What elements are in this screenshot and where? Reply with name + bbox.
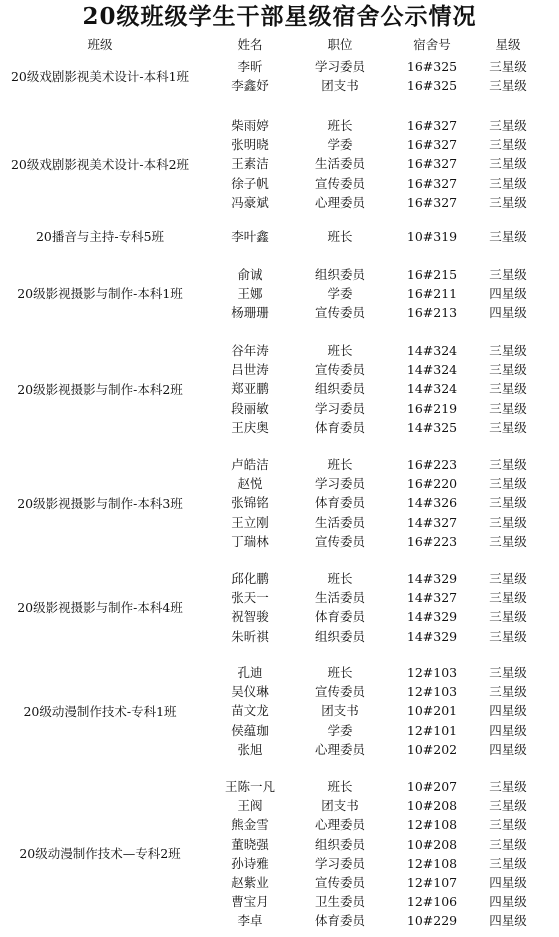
class-name: 20级影视摄影与制作-本科3班 bbox=[17, 495, 183, 511]
cell-dorm: 10#208 bbox=[406, 836, 458, 852]
cell-position: 宣传委员 bbox=[314, 305, 365, 321]
cell-position: 生活委员 bbox=[314, 514, 365, 530]
cell-position: 团支书 bbox=[321, 703, 359, 719]
cell-star: 三星级 bbox=[489, 156, 527, 172]
cell-dorm: 14#329 bbox=[406, 628, 458, 644]
cell-name: 卢皓洁 bbox=[231, 457, 269, 472]
cell-dorm: 14#324 bbox=[406, 381, 458, 397]
cell-star: 四星级 bbox=[489, 305, 527, 321]
cell-star: 三星级 bbox=[489, 665, 527, 680]
cell-position: 学习委员 bbox=[314, 59, 365, 74]
cell-dorm: 12#107 bbox=[406, 875, 458, 890]
cell-star: 三星级 bbox=[489, 118, 527, 133]
page-title: 20级班级学生干部星级宿舍公示情况 bbox=[82, 3, 477, 30]
cell-dorm: 14#329 bbox=[406, 571, 458, 586]
cell-name: 王庆奥 bbox=[231, 419, 269, 435]
cell-position: 组织委员 bbox=[314, 836, 365, 852]
cell-position: 心理委员 bbox=[314, 194, 365, 210]
cell-star: 三星级 bbox=[489, 194, 527, 210]
cell-star: 三星级 bbox=[489, 495, 527, 511]
cell-position: 体育委员 bbox=[314, 495, 365, 511]
table-row bbox=[0, 474, 559, 493]
cell-position: 宣传委员 bbox=[314, 175, 365, 191]
cell-star: 三星级 bbox=[489, 400, 527, 416]
cell-dorm: 16#325 bbox=[406, 78, 458, 94]
cell-star: 四星级 bbox=[489, 703, 527, 719]
cell-name: 赵紫业 bbox=[231, 875, 269, 890]
class-name: 20级影视摄影与制作-本科1班 bbox=[17, 286, 183, 302]
cell-name: 丁瑞林 bbox=[231, 533, 269, 549]
cell-name: 朱昕祺 bbox=[231, 628, 269, 644]
cell-position: 学委 bbox=[327, 286, 353, 302]
cell-name: 郑亚鹏 bbox=[231, 381, 269, 397]
table-row bbox=[0, 777, 559, 796]
class-name: 20级影视摄影与制作-本科2班 bbox=[17, 381, 183, 397]
table-row bbox=[0, 399, 559, 418]
cell-dorm: 16#211 bbox=[406, 286, 458, 302]
table-row bbox=[0, 116, 559, 135]
class-name: 20级戏剧影视美术设计-本科2班 bbox=[10, 156, 190, 172]
table-row bbox=[0, 682, 559, 701]
cell-star: 三星级 bbox=[489, 571, 527, 586]
cell-star: 三星级 bbox=[489, 137, 527, 153]
table-row bbox=[0, 911, 559, 930]
cell-name: 曹宝月 bbox=[231, 894, 269, 910]
cell-name: 李卓 bbox=[237, 913, 263, 929]
header-star: 星级 bbox=[495, 37, 521, 52]
cell-dorm: 10#229 bbox=[406, 913, 458, 929]
table-row bbox=[0, 379, 559, 398]
cell-dorm: 14#325 bbox=[406, 419, 458, 435]
cell-star: 三星级 bbox=[489, 343, 527, 358]
cell-dorm: 14#326 bbox=[406, 495, 458, 511]
cell-dorm: 16#223 bbox=[406, 457, 458, 472]
cell-position: 班长 bbox=[327, 457, 353, 472]
table-row bbox=[0, 193, 559, 212]
cell-name: 冯豪斌 bbox=[231, 194, 269, 210]
cell-star: 四星级 bbox=[489, 741, 527, 757]
cell-star: 三星级 bbox=[489, 476, 527, 492]
cell-name: 吕世涛 bbox=[231, 362, 269, 378]
cell-position: 团支书 bbox=[321, 78, 359, 94]
cell-star: 四星级 bbox=[489, 875, 527, 890]
table-row bbox=[0, 627, 559, 646]
table-row bbox=[0, 227, 559, 246]
table-row bbox=[0, 663, 559, 682]
cell-dorm: 12#103 bbox=[406, 684, 458, 700]
cell-star: 三星级 bbox=[489, 684, 527, 700]
cell-name: 李鑫妤 bbox=[231, 78, 269, 94]
cell-name: 李昕 bbox=[237, 59, 263, 74]
cell-star: 三星级 bbox=[489, 457, 527, 472]
table-row bbox=[0, 588, 559, 607]
header-position: 职位 bbox=[327, 37, 353, 52]
cell-star: 三星级 bbox=[489, 78, 527, 94]
table-row bbox=[0, 513, 559, 532]
cell-star: 三星级 bbox=[489, 229, 527, 244]
cell-position: 班长 bbox=[327, 343, 353, 358]
table-row bbox=[0, 57, 559, 76]
cell-name: 徐子帆 bbox=[231, 175, 269, 191]
cell-name: 孙诗雅 bbox=[231, 855, 269, 871]
cell-position: 班长 bbox=[327, 118, 353, 133]
table-row bbox=[0, 701, 559, 720]
cell-dorm: 16#327 bbox=[406, 137, 458, 153]
cell-position: 学习委员 bbox=[314, 855, 365, 871]
cell-star: 三星级 bbox=[489, 533, 527, 549]
cell-star: 四星级 bbox=[489, 894, 527, 910]
class-name: 20级动漫制作技术—专科2班 bbox=[19, 846, 181, 862]
cell-position: 宣传委员 bbox=[314, 684, 365, 700]
cell-dorm: 16#219 bbox=[406, 400, 458, 416]
cell-star: 三星级 bbox=[489, 175, 527, 191]
cell-name: 王立刚 bbox=[231, 514, 269, 530]
cell-dorm: 16#327 bbox=[406, 175, 458, 191]
cell-star: 三星级 bbox=[489, 381, 527, 397]
cell-position: 体育委员 bbox=[314, 609, 365, 625]
cell-position: 组织委员 bbox=[314, 267, 365, 282]
cell-name: 张天一 bbox=[231, 590, 269, 606]
table-row bbox=[0, 154, 559, 173]
cell-dorm: 16#215 bbox=[406, 267, 458, 282]
cell-position: 生活委员 bbox=[314, 590, 365, 606]
cell-position: 班长 bbox=[327, 665, 353, 680]
cell-star: 三星级 bbox=[489, 514, 527, 530]
cell-dorm: 16#327 bbox=[406, 156, 458, 172]
cell-name: 俞诚 bbox=[237, 267, 263, 282]
cell-position: 组织委员 bbox=[314, 381, 365, 397]
cell-name: 吴仪琳 bbox=[231, 684, 269, 700]
cell-star: 四星级 bbox=[489, 913, 527, 929]
cell-name: 谷年涛 bbox=[231, 343, 269, 358]
cell-star: 三星级 bbox=[489, 836, 527, 852]
cell-star: 三星级 bbox=[489, 609, 527, 625]
cell-position: 体育委员 bbox=[314, 913, 365, 929]
cell-dorm: 14#324 bbox=[406, 362, 458, 378]
header-dorm: 宿舍号 bbox=[413, 37, 451, 52]
cell-dorm: 14#329 bbox=[406, 609, 458, 625]
table-row bbox=[0, 892, 559, 911]
cell-dorm: 14#324 bbox=[406, 343, 458, 358]
cell-position: 学习委员 bbox=[314, 400, 365, 416]
cell-dorm: 10#208 bbox=[406, 798, 458, 814]
cell-position: 班长 bbox=[327, 229, 353, 244]
cell-name: 李叶鑫 bbox=[231, 229, 269, 244]
table-row bbox=[0, 360, 559, 379]
cell-star: 三星级 bbox=[489, 628, 527, 644]
cell-name: 张旭 bbox=[237, 741, 263, 757]
table-row bbox=[0, 815, 559, 834]
cell-dorm: 10#207 bbox=[406, 779, 458, 794]
table-row bbox=[0, 532, 559, 551]
cell-position: 组织委员 bbox=[314, 628, 365, 644]
table-row bbox=[0, 873, 559, 892]
table-row bbox=[0, 418, 559, 437]
cell-position: 学委 bbox=[327, 722, 353, 738]
cell-name: 董晓强 bbox=[231, 836, 269, 852]
table-row bbox=[0, 135, 559, 154]
cell-name: 祝智骏 bbox=[231, 609, 269, 625]
cell-dorm: 10#201 bbox=[406, 703, 458, 719]
table-row bbox=[0, 796, 559, 815]
cell-name: 熊金雪 bbox=[231, 817, 269, 833]
cell-position: 学委 bbox=[327, 137, 353, 153]
cell-star: 三星级 bbox=[489, 779, 527, 794]
cell-position: 班长 bbox=[327, 571, 353, 586]
cell-dorm: 14#327 bbox=[406, 514, 458, 530]
cell-star: 三星级 bbox=[489, 419, 527, 435]
cell-name: 邱化鹏 bbox=[231, 571, 269, 586]
table-row bbox=[0, 740, 559, 759]
header-name: 姓名 bbox=[237, 37, 263, 52]
cell-dorm: 12#106 bbox=[406, 894, 458, 910]
cell-star: 三星级 bbox=[489, 59, 527, 74]
cell-dorm: 10#319 bbox=[406, 229, 458, 244]
table-row bbox=[0, 303, 559, 322]
cell-dorm: 12#108 bbox=[406, 855, 458, 871]
cell-name: 王娜 bbox=[237, 286, 263, 302]
cell-star: 三星级 bbox=[489, 817, 527, 833]
cell-position: 班长 bbox=[327, 779, 353, 794]
class-name: 20播音与主持-专科5班 bbox=[35, 229, 165, 245]
cell-dorm: 12#108 bbox=[406, 817, 458, 833]
cell-position: 团支书 bbox=[321, 798, 359, 814]
cell-dorm: 16#213 bbox=[406, 305, 458, 321]
cell-name: 张锦铭 bbox=[231, 495, 269, 511]
cell-star: 三星级 bbox=[489, 362, 527, 378]
table-row bbox=[0, 341, 559, 360]
cell-name: 王素洁 bbox=[231, 156, 269, 172]
table-row bbox=[0, 76, 559, 95]
table-row bbox=[0, 569, 559, 588]
cell-position: 宣传委员 bbox=[314, 875, 365, 890]
cell-dorm: 12#101 bbox=[406, 722, 458, 738]
cell-dorm: 16#223 bbox=[406, 533, 458, 549]
cell-dorm: 10#202 bbox=[406, 741, 458, 757]
cell-star: 三星级 bbox=[489, 267, 527, 282]
cell-position: 学习委员 bbox=[314, 476, 365, 492]
cell-name: 柴雨婷 bbox=[231, 118, 269, 133]
cell-name: 赵悦 bbox=[237, 476, 263, 492]
cell-name: 杨珊珊 bbox=[231, 305, 269, 321]
table-row bbox=[0, 493, 559, 512]
cell-star: 三星级 bbox=[489, 798, 527, 814]
cell-star: 三星级 bbox=[489, 590, 527, 606]
cell-position: 心理委员 bbox=[314, 817, 365, 833]
cell-name: 王陈一凡 bbox=[224, 779, 275, 794]
cell-name: 王阀 bbox=[237, 798, 263, 814]
cell-position: 宣传委员 bbox=[314, 362, 365, 378]
class-name: 20级影视摄影与制作-本科4班 bbox=[17, 599, 183, 615]
table-row bbox=[0, 721, 559, 740]
class-name: 20级动漫制作技术-专科1班 bbox=[23, 703, 177, 719]
cell-name: 孔迪 bbox=[237, 665, 263, 680]
cell-name: 侯蕴珈 bbox=[231, 722, 269, 738]
table-row bbox=[0, 284, 559, 303]
table-row bbox=[0, 607, 559, 626]
cell-position: 生活委员 bbox=[314, 156, 365, 172]
cell-position: 心理委员 bbox=[314, 741, 365, 757]
cell-dorm: 16#327 bbox=[406, 118, 458, 133]
cell-position: 宣传委员 bbox=[314, 533, 365, 549]
table-row bbox=[0, 835, 559, 854]
cell-dorm: 16#220 bbox=[406, 476, 458, 492]
cell-name: 苗文龙 bbox=[231, 703, 269, 719]
cell-dorm: 16#325 bbox=[406, 59, 458, 74]
cell-position: 体育委员 bbox=[314, 419, 365, 435]
table-row bbox=[0, 455, 559, 474]
cell-star: 三星级 bbox=[489, 855, 527, 871]
cell-name: 段丽敏 bbox=[231, 400, 269, 416]
header-class: 班级 bbox=[87, 37, 113, 52]
class-name: 20级戏剧影视美术设计-本科1班 bbox=[10, 68, 190, 84]
cell-position: 卫生委员 bbox=[314, 894, 365, 910]
table-row bbox=[0, 265, 559, 284]
table-row bbox=[0, 174, 559, 193]
cell-star: 四星级 bbox=[489, 722, 527, 738]
cell-dorm: 12#103 bbox=[406, 665, 458, 680]
cell-dorm: 16#327 bbox=[406, 194, 458, 210]
cell-dorm: 14#327 bbox=[406, 590, 458, 606]
cell-star: 四星级 bbox=[489, 286, 527, 302]
cell-name: 张明晓 bbox=[231, 137, 269, 153]
table-row bbox=[0, 854, 559, 873]
